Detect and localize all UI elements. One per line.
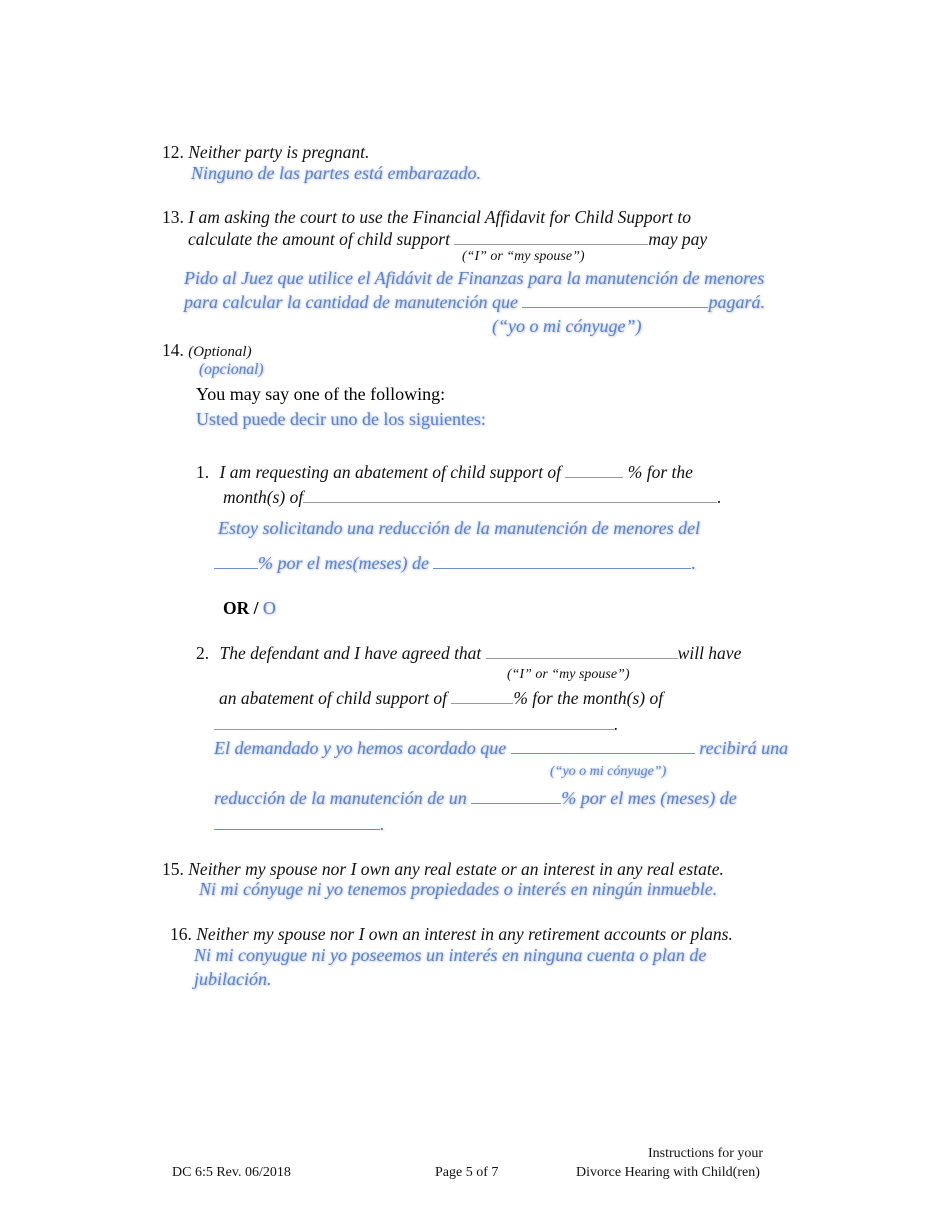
- option-2-en-line1: [196, 643, 741, 664]
- item-13-es-line1: Pido al Juez que utilice el Afidávit de Finanzas para la manutención de menores: [184, 268, 765, 288]
- or-es: O: [262, 598, 276, 618]
- option-1-es-text-2b: .: [691, 553, 696, 573]
- months-blank-2-es[interactable]: [214, 815, 380, 830]
- item-16-es-line1: Ni mi conyugue ni yo poseemos un interés en ninguna cuenta o plan de: [194, 945, 707, 965]
- item-number: 12.: [162, 142, 184, 162]
- item-13-es-caption: (“yo o mi cónyuge”): [492, 316, 642, 336]
- item-16-es-line2: jubilación.: [194, 969, 272, 989]
- item-15-en: [162, 859, 724, 880]
- option-2-es-text-1a: El demandado y yo hemos acordado que: [214, 738, 507, 758]
- option-2-es-text-2a: reducción de la manutención de un: [214, 788, 467, 808]
- item-13-text-1: I am asking the court to use the Financial Affidavit for Child Support to: [188, 207, 692, 227]
- item-number: 15.: [162, 859, 184, 879]
- footer-title-line1: Instructions for your: [648, 1146, 764, 1161]
- item-16-en: [170, 924, 733, 945]
- option-1-text-1b: % for the: [627, 462, 693, 482]
- recipient-blank[interactable]: [486, 644, 678, 659]
- option-1-en-line1: [196, 462, 693, 483]
- item-13-es-line2: [184, 292, 765, 313]
- item-15-es: Ni mi cónyuge ni yo tenemos propiedades o interés en ningún inmueble.: [199, 879, 718, 899]
- item-number: 16.: [170, 924, 192, 944]
- item-16-text: Neither my spouse nor I own an interest in any retirement accounts or plans.: [196, 924, 733, 944]
- option-2-text-3: .: [614, 714, 619, 734]
- recipient-blank-es[interactable]: [511, 739, 695, 754]
- option-2-es-line3: [214, 814, 385, 835]
- option-1-text-1a: I am requesting an abatement of child support of: [219, 462, 562, 482]
- option-2-text-2a: an abatement of child support of: [219, 688, 447, 708]
- item-number: 14.: [162, 340, 184, 360]
- intro-en: You may say one of the following:: [196, 384, 446, 404]
- item-12-en: [162, 142, 369, 163]
- option-number: 1.: [196, 462, 210, 482]
- months-blank-2[interactable]: [214, 715, 614, 730]
- percent-blank[interactable]: [565, 463, 623, 478]
- optional-label-es: (opcional): [199, 361, 264, 378]
- percent-blank-2[interactable]: [451, 689, 513, 704]
- payer-blank-es[interactable]: [522, 293, 708, 308]
- option-2-text-1b: will have: [677, 643, 742, 663]
- footer-page-number: Page 5 of 7: [435, 1165, 499, 1180]
- option-2-es-caption: (“yo o mi cónyuge”): [550, 764, 667, 779]
- months-blank[interactable]: [303, 488, 717, 503]
- item-12-text: Neither party is pregnant.: [188, 142, 370, 162]
- item-13-en-caption: (“I” or “my spouse”): [462, 249, 585, 264]
- item-13-es-text-2a: para calcular la cantidad de manutención que: [184, 292, 518, 312]
- payer-blank[interactable]: [454, 230, 648, 245]
- option-1-text-2a: month(s) of: [223, 487, 304, 507]
- option-number: 2.: [196, 643, 210, 663]
- option-1-es-line1: Estoy solicitando una reducción de la manutención de menores del: [218, 518, 701, 538]
- or-separator: [223, 598, 276, 619]
- option-2-en-line2: [219, 688, 663, 709]
- item-12-es: Ninguno de las partes está embarazado.: [191, 163, 481, 183]
- optional-label: (Optional): [188, 344, 252, 360]
- option-1-es-text-2a: % por el mes(meses) de: [258, 553, 429, 573]
- option-1-en-line2: [223, 487, 722, 508]
- option-2-text-1a: The defendant and I have agreed that: [219, 643, 482, 663]
- option-1-text-2b: .: [717, 487, 722, 507]
- percent-blank-es[interactable]: [214, 554, 258, 569]
- footer-title-line2: Divorce Hearing with Child(ren): [576, 1165, 760, 1180]
- option-2-es-line2: [214, 788, 737, 809]
- item-13-en-line2: [188, 229, 707, 250]
- item-13-text-2b: may pay: [648, 229, 708, 249]
- or-en: OR /: [223, 598, 259, 618]
- item-13-en-line1: [162, 207, 691, 228]
- months-blank-es[interactable]: [433, 554, 691, 569]
- option-2-en-line3: [214, 714, 618, 735]
- intro-es: Usted puede decir uno de los siguientes:: [196, 409, 486, 429]
- item-15-text: Neither my spouse nor I own any real estate or an interest in any real estate.: [188, 859, 724, 879]
- item-number: 13.: [162, 207, 184, 227]
- option-2-es-line1: [214, 738, 788, 759]
- item-14-header: [162, 340, 252, 361]
- option-2-en-caption: (“I” or “my spouse”): [507, 667, 630, 682]
- item-13-es-text-2b: pagará.: [708, 292, 765, 312]
- option-2-es-text-3: .: [380, 814, 385, 834]
- option-2-text-2b: % for the month(s) of: [513, 688, 664, 708]
- item-13-text-2a: calculate the amount of child support: [188, 229, 450, 249]
- footer-form-id: DC 6:5 Rev. 06/2018: [172, 1165, 291, 1180]
- option-2-es-text-1b: recibirá una: [699, 738, 789, 758]
- percent-blank-2-es[interactable]: [471, 789, 561, 804]
- option-1-es-line2: [214, 553, 696, 574]
- option-2-es-text-2b: % por el mes (meses) de: [561, 788, 737, 808]
